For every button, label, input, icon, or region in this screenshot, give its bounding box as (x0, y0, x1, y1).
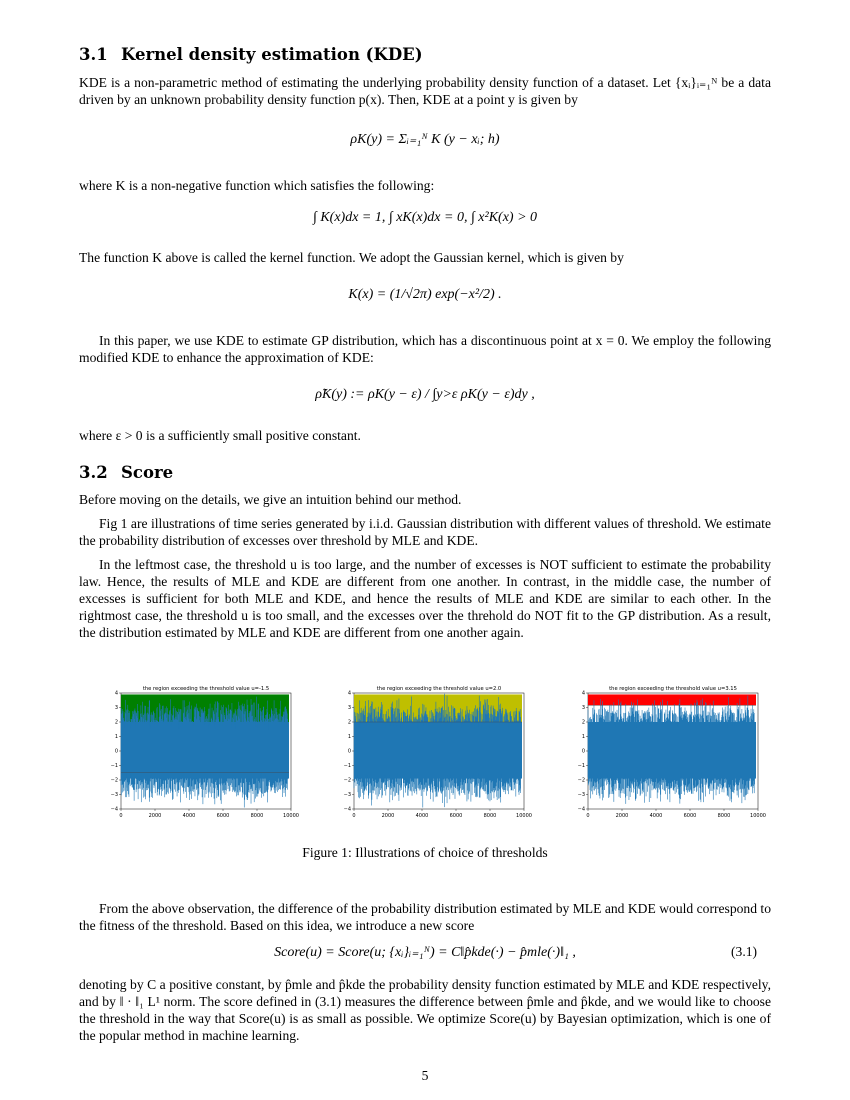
equation-gaussian-kernel: K(x) = (1/√2π) exp(−x²/2) . (348, 287, 502, 302)
chart-svg (338, 683, 538, 823)
x-tick-label: 0 (119, 813, 123, 819)
paragraph-gaussian-kernel: The function K above is called the kernel function. We adopt the Gaussian kernel, which is given by (79, 250, 624, 265)
chart-title: the region exceeding the threshold value u=2.0 (376, 686, 502, 692)
section-title: Score (121, 463, 174, 482)
y-tick-label: 4 (581, 690, 585, 697)
x-tick-label: 8000 (483, 813, 497, 819)
y-tick-label: 0 (114, 748, 118, 755)
equation-number: (3.1) (731, 944, 758, 959)
y-tick-label: −4 (110, 806, 118, 813)
paragraph-intuition: Before moving on the details, we give an intuition behind our method. (79, 492, 462, 507)
x-tick-label: 6000 (449, 813, 463, 819)
y-tick-label: 3 (347, 705, 351, 712)
y-tick-label: 0 (581, 748, 585, 755)
y-tick-label: 3 (581, 705, 585, 712)
chart-title: the region exceeding the threshold value u=3.15 (609, 686, 737, 692)
section-heading-3-2 (79, 463, 173, 482)
y-tick-label: 3 (114, 705, 118, 712)
y-tick-label: 2 (114, 719, 118, 726)
y-tick-label: −4 (343, 806, 351, 813)
y-tick-label: −2 (577, 777, 585, 784)
paragraph-score-idea: From the above observation, the difference of the probability distribution estimated by MLE and KDE would correspond to the fitness of the threshold. Based on this idea, we introduce a new score (79, 901, 771, 933)
y-tick-label: −3 (110, 792, 118, 799)
equation-modified-kde: ρ̃K(y) := ρK(y − ε) / ∫y>ε ρK(y − ε)dy , (315, 387, 535, 402)
x-tick-label: 10000 (516, 813, 532, 819)
y-tick-label: −2 (343, 777, 351, 784)
paragraph-epsilon: where ε > 0 is a sufficiently small positive constant. (79, 428, 361, 443)
x-tick-label: 10000 (750, 813, 766, 819)
chart-threshold-middle (338, 683, 538, 823)
y-tick-label: 1 (581, 734, 585, 741)
y-tick-label: 1 (114, 734, 118, 741)
y-tick-label: −1 (110, 763, 118, 770)
y-tick-label: −1 (577, 763, 585, 770)
series-line (588, 696, 755, 804)
y-tick-label: 4 (347, 690, 351, 697)
figure-caption: Figure 1: Illustrations of choice of thresholds (302, 845, 548, 860)
page-number: 5 (421, 1068, 429, 1083)
y-tick-label: −3 (343, 792, 351, 799)
chart-svg (105, 683, 305, 823)
section-number: 3.2 (79, 463, 108, 482)
paragraph-modified-kde: In this paper, we use KDE to estimate GP distribution, which has a discontinuous point at x = 0. We employ the following modified KDE to enhance the approximation of KDE: (79, 333, 771, 365)
x-tick-label: 6000 (683, 813, 697, 819)
exceeding-region (588, 694, 756, 705)
section-heading-3-1 (79, 45, 423, 64)
chart-threshold-right (572, 683, 772, 823)
y-tick-label: −1 (343, 763, 351, 770)
chart-svg (572, 683, 772, 823)
x-tick-label: 10000 (283, 813, 299, 819)
chart-title: the region exceeding the threshold value u=-1.5 (142, 686, 270, 692)
y-tick-label: −2 (110, 777, 118, 784)
x-tick-label: 8000 (250, 813, 264, 819)
paragraph-kernel-conditions: where K is a non-negative function which satisfies the following: (79, 178, 435, 193)
x-tick-label: 2000 (381, 813, 395, 819)
y-tick-label: 2 (581, 719, 585, 726)
y-tick-label: 2 (347, 719, 351, 726)
x-tick-label: 2000 (148, 813, 162, 819)
y-tick-label: 0 (347, 748, 351, 755)
section-title: Kernel density estimation (KDE) (121, 45, 423, 64)
x-tick-label: 4000 (415, 813, 429, 819)
y-tick-label: −4 (577, 806, 585, 813)
x-tick-label: 0 (586, 813, 590, 819)
equation-kernel-conditions: ∫ K(x)dx = 1, ∫ xK(x)dx = 0, ∫ x²K(x) > 0 (312, 210, 538, 225)
x-tick-label: 4000 (182, 813, 196, 819)
x-tick-label: 0 (352, 813, 356, 819)
section-number: 3.1 (79, 45, 108, 64)
paragraph-score-definition: denoting by C a positive constant, by p̂mle and p̂kde the probability density function estimated by MLE and KDE respectively, and by ‖ · ‖₁ L¹ norm. The score defined in (3.1) measures the difference between p̂mle and p̂kde, and we would like to choose the threshold in the way that Score(u) is as small as possible. We optimize Score(u) by Bayesian optimization, which is one of the popular method in machine learning. (79, 977, 771, 1043)
paragraph-fig-description: Fig 1 are illustrations of time series generated by i.i.d. Gaussian distribution with different values of threshold. We estimate the probability distribution of excesses over threshold by MLE and KDE. (79, 516, 771, 548)
paragraph-threshold-cases: In the leftmost case, the threshold u is too large, and the number of excesses is NOT sufficient to estimate the probability law. Hence, the results of MLE and KDE are different from one another. In contrast, in the middle case, the number of excesses is sufficient for both MLE and KDE, and hence the results of MLE and KDE are similar to each other. In the rightmost case, the threshold u is too small, and the excesses over the threhold do NOT fit to the GP distribution. As a result, the distribution estimated by MLE and KDE are different from one another again. (79, 557, 771, 640)
x-tick-label: 8000 (717, 813, 731, 819)
paragraph-kde-intro: KDE is a non-parametric method of estimating the underlying probability density function of a dataset. Let {xᵢ}ᵢ₌₁ᴺ be a data driven by an unknown probability density function p(x). Then, KDE at a point y is given by (79, 75, 771, 107)
x-tick-label: 6000 (216, 813, 230, 819)
y-tick-label: 1 (347, 734, 351, 741)
y-tick-label: 4 (114, 690, 118, 697)
equation-kde: ρK(y) = Σᵢ₌₁ᴺ K (y − xᵢ; h) (350, 132, 500, 147)
x-tick-label: 4000 (649, 813, 663, 819)
chart-threshold-left (105, 683, 305, 823)
y-tick-label: −3 (577, 792, 585, 799)
x-tick-label: 2000 (615, 813, 629, 819)
equation-score: Score(u) = Score(u; {xᵢ}ᵢ₌₁ᴺ) = C‖p̂kde(·) − p̂mle(·)‖₁ , (274, 945, 576, 960)
